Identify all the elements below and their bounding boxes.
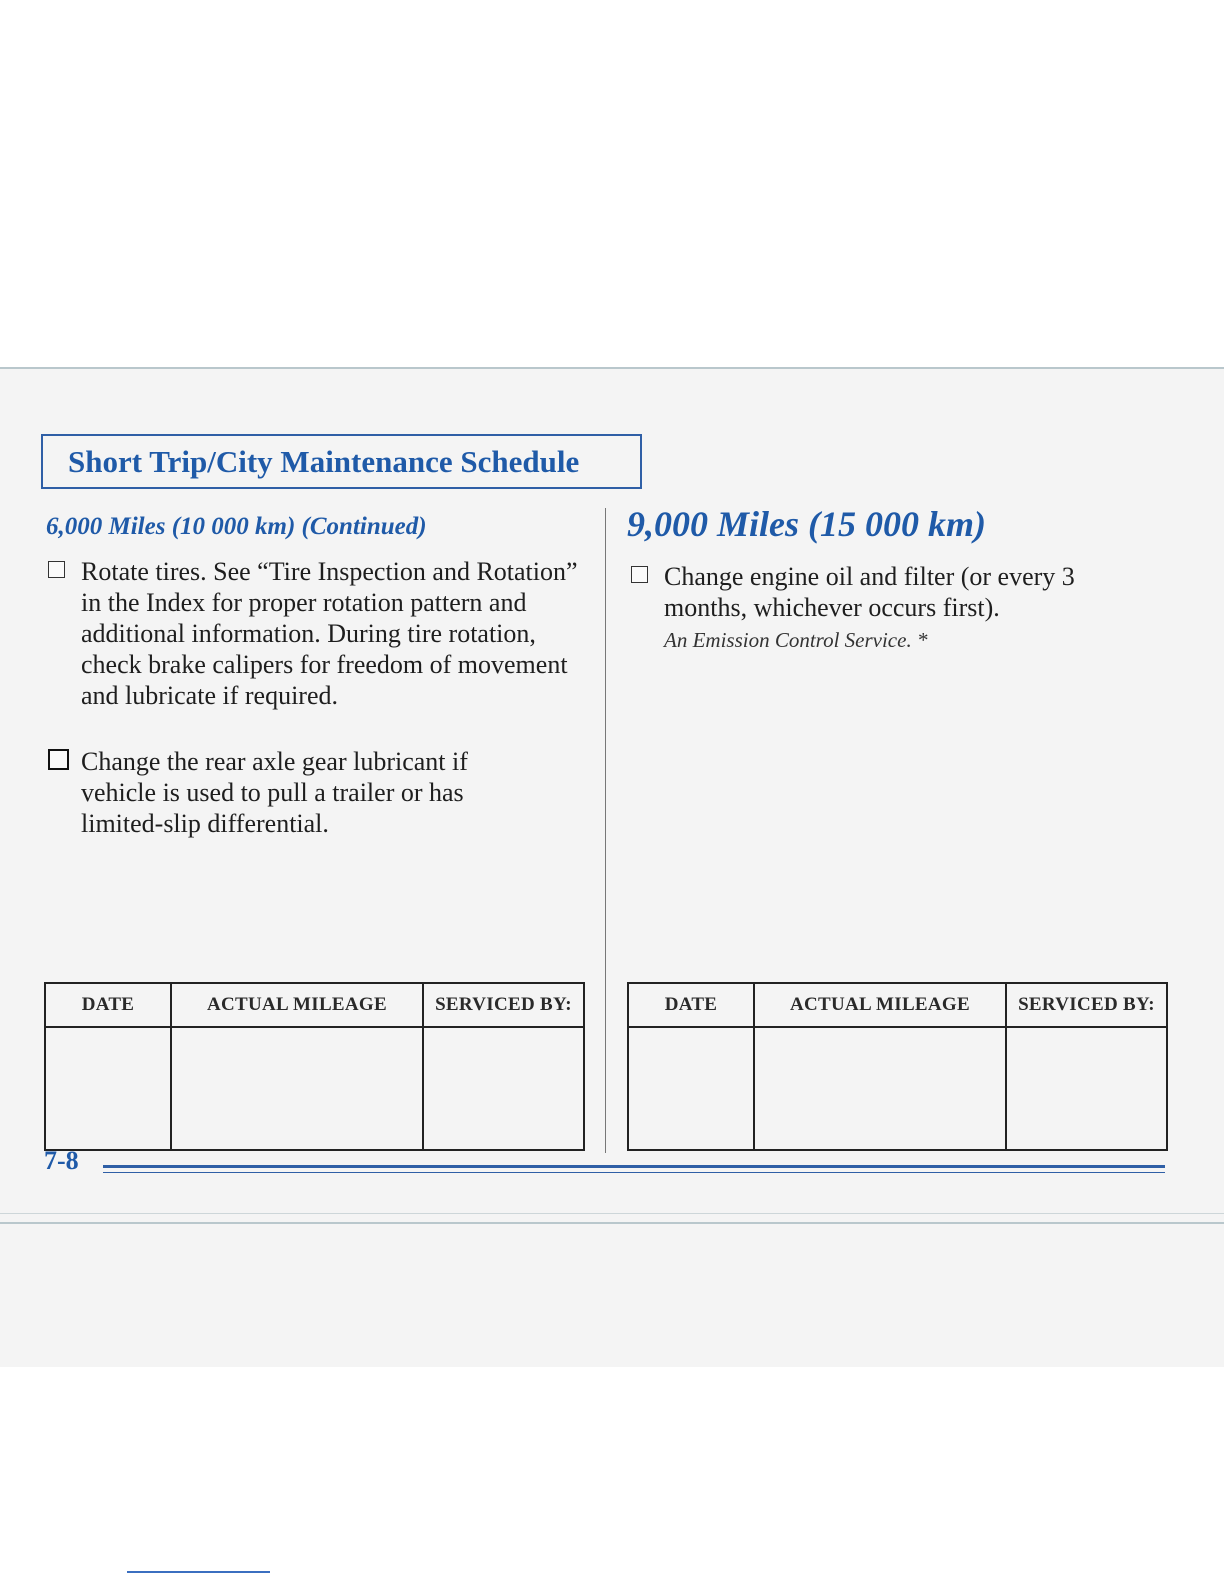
bottom-link-underline	[127, 1571, 270, 1573]
maintenance-item-text: Change the rear axle gear lubricant if vehicle is used to pull a trailer or has limited-slip differential.	[81, 747, 468, 838]
serviced-by-cell[interactable]	[1006, 1027, 1167, 1150]
column-header-actual-mileage: ACTUAL MILEAGE	[754, 983, 1006, 1027]
table-header-row	[45, 983, 584, 1027]
checkbox[interactable]	[48, 561, 65, 578]
actual-mileage-cell[interactable]	[754, 1027, 1006, 1150]
table-header-row	[628, 983, 1167, 1027]
column-header-serviced-by: SERVICED BY:	[1006, 983, 1167, 1027]
left-service-record-table	[44, 982, 585, 1151]
maintenance-item-text: Change engine oil and filter (or every 3 months, whichever occurs first).	[664, 562, 1075, 622]
table-row	[45, 1027, 584, 1150]
emission-control-note: An Emission Control Service. *	[664, 628, 928, 652]
maintenance-item-rear-axle	[48, 746, 548, 839]
column-divider	[605, 508, 606, 1153]
right-mileage-heading: 9,000 Miles (15 000 km)	[627, 504, 986, 544]
band-bottom-divider-inner	[0, 1213, 1224, 1214]
column-header-date: DATE	[628, 983, 754, 1027]
maintenance-item-text: Rotate tires. See “Tire Inspection and Rotation” in the Index for proper rotation pattern and additional information. During tire rotation, check brake calipers for freedom of movement and lubricate if required.	[81, 557, 578, 710]
column-header-serviced-by: SERVICED BY:	[423, 983, 584, 1027]
section-title-box	[41, 434, 642, 489]
column-header-actual-mileage: ACTUAL MILEAGE	[171, 983, 423, 1027]
footer-rule-thick	[103, 1165, 1165, 1168]
band-bottom-divider	[0, 1222, 1224, 1224]
maintenance-item-rotate-tires	[48, 556, 578, 711]
table-row	[628, 1027, 1167, 1150]
date-cell[interactable]	[628, 1027, 754, 1150]
section-title: Short Trip/City Maintenance Schedule	[68, 444, 580, 479]
checkbox[interactable]	[631, 566, 648, 583]
left-mileage-heading: 6,000 Miles (10 000 km) (Continued)	[46, 513, 427, 540]
date-cell[interactable]	[45, 1027, 171, 1150]
footer-rule-thin	[103, 1172, 1165, 1173]
checkbox[interactable]	[48, 749, 69, 770]
serviced-by-cell[interactable]	[423, 1027, 584, 1150]
right-service-record-table	[627, 982, 1168, 1151]
actual-mileage-cell[interactable]	[171, 1027, 423, 1150]
maintenance-item-engine-oil	[631, 561, 1101, 656]
column-header-date: DATE	[45, 983, 171, 1027]
page-number: 7-8	[44, 1146, 79, 1175]
band-top-divider	[0, 367, 1224, 369]
